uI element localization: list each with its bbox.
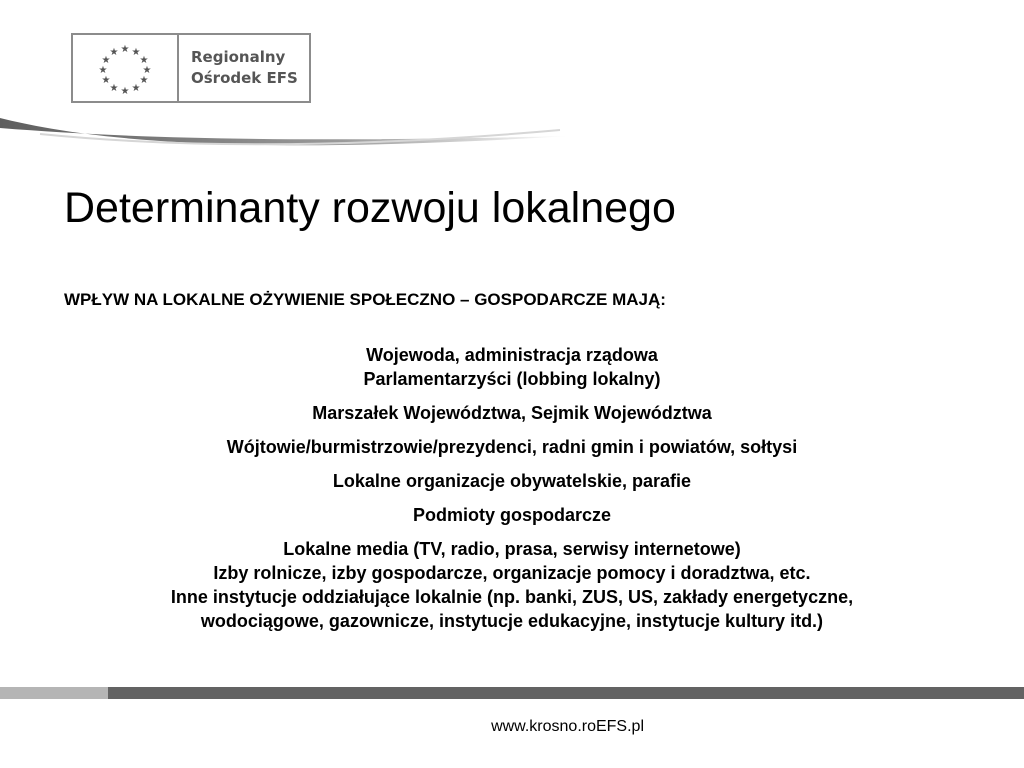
- list-item: Marszałek Województwa, Sejmik Województwa: [312, 403, 712, 423]
- logo-line-1: Regionalny: [191, 48, 286, 66]
- logo-text: [179, 35, 309, 101]
- footer-rule-light: [0, 687, 108, 699]
- actors-list: [0, 343, 1024, 633]
- footer-rule-dark: [108, 687, 1024, 699]
- slide-title: Determinanty rozwoju lokalnego: [64, 184, 676, 232]
- list-item: Parlamentarzyści (lobbing lokalny): [363, 369, 661, 389]
- svg-text:★: ★: [101, 75, 111, 86]
- list-item: Lokalne media (TV, radio, prasa, serwisy internetowe): [283, 539, 741, 559]
- eu-stars-icon: [73, 35, 179, 101]
- logo-line-2: Ośrodek EFS: [191, 69, 298, 87]
- footer-url: www.krosno.roEFS.pl: [491, 718, 644, 735]
- list-item: Wojewoda, administracja rządowa: [366, 345, 658, 365]
- svg-text:★: ★: [101, 55, 111, 66]
- footer-rule: [0, 687, 1024, 699]
- list-item: wodociągowe, gazownicze, instytucje edukacyjne, instytucje kultury itd.): [200, 611, 824, 631]
- list-item: Inne instytucje oddziałujące lokalnie (np. banki, ZUS, US, zakłady energetyczne,: [170, 587, 854, 607]
- list-item: Izby rolnicze, izby gospodarcze, organizacje pomocy i doradztwa, etc.: [213, 563, 811, 583]
- svg-text:★: ★: [142, 65, 152, 76]
- svg-text:★: ★: [131, 83, 141, 94]
- list-item: Wójtowie/burmistrzowie/prezydenci, radni gmin i powiatów, sołtysi: [226, 437, 798, 457]
- header-swoosh: [0, 112, 600, 152]
- svg-text:★: ★: [120, 44, 130, 55]
- svg-text:★: ★: [131, 47, 141, 58]
- svg-text:★: ★: [139, 75, 149, 86]
- svg-text:★: ★: [98, 65, 108, 76]
- svg-text:★: ★: [139, 55, 149, 66]
- svg-text:★: ★: [109, 47, 119, 58]
- svg-text:★: ★: [120, 86, 130, 97]
- slide-subtitle: WPŁYW NA LOKALNE OŻYWIENIE SPOŁECZNO – GOSPODARCZE MAJĄ:: [64, 290, 666, 309]
- list-item: Podmioty gospodarcze: [412, 505, 612, 525]
- svg-text:★: ★: [109, 83, 119, 94]
- list-item: Lokalne organizacje obywatelskie, parafie: [332, 471, 692, 491]
- logo: [71, 33, 311, 103]
